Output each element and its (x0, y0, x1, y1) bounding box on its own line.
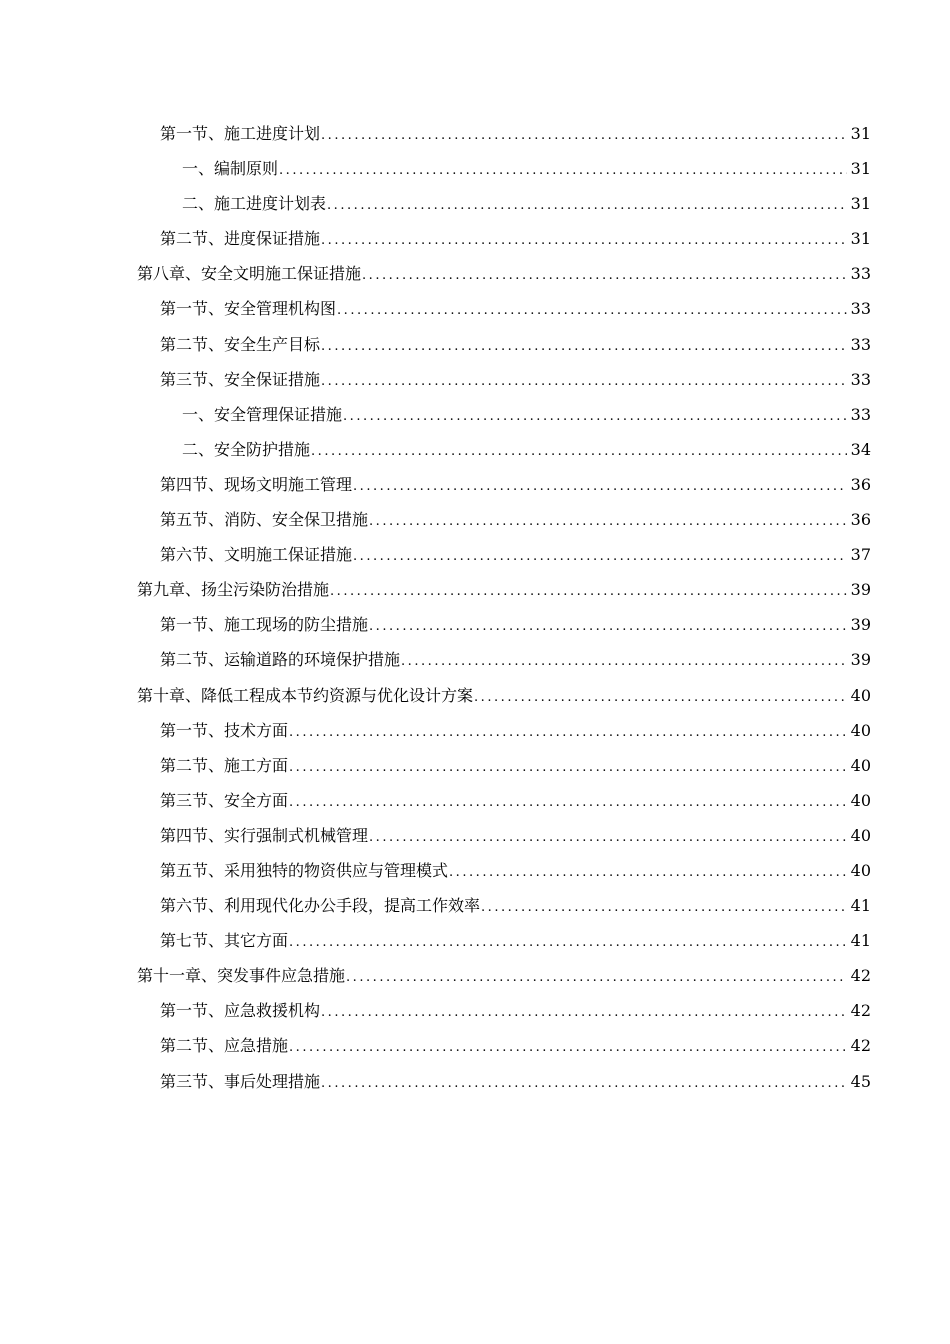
toc-page-number: 40 (850, 755, 871, 775)
toc-entry-line (160, 818, 871, 853)
toc-entry[interactable] (0, 888, 950, 923)
toc-entry-title: 第二节、应急措施 (160, 1036, 289, 1056)
toc-entry[interactable] (0, 291, 950, 326)
toc-dot-leader (320, 223, 847, 258)
toc-entry[interactable] (0, 502, 950, 537)
toc-entry[interactable] (0, 993, 950, 1028)
toc-page-number: 33 (850, 404, 871, 424)
toc-entry[interactable] (0, 818, 950, 853)
toc-page-number: 40 (850, 720, 871, 740)
toc-entry[interactable] (0, 958, 950, 993)
toc-page-number: 40 (850, 685, 871, 705)
toc-entry[interactable] (0, 256, 950, 291)
toc-entry-title: 第二节、施工方面 (160, 755, 289, 775)
toc-entry-title: 第十一章、突发事件应急措施 (137, 966, 346, 986)
toc-dot-leader (288, 715, 847, 750)
toc-entry-title: 一、编制原则 (182, 159, 279, 179)
toc-entry[interactable] (0, 1028, 950, 1063)
toc-page-number: 33 (850, 334, 871, 354)
toc-entry-title: 第五节、消防、安全保卫措施 (160, 510, 369, 530)
toc-page-number: 40 (850, 860, 871, 880)
toc-entry-line (160, 607, 871, 642)
toc-dot-leader (320, 995, 847, 1030)
toc-dot-leader (473, 680, 847, 715)
toc-page-number: 42 (850, 966, 871, 986)
toc-entry-line (160, 713, 871, 748)
toc-entry[interactable] (0, 362, 950, 397)
toc-entry-title: 第九章、扬尘污染防治措施 (137, 580, 330, 600)
toc-entry[interactable] (0, 783, 950, 818)
toc-page-number: 33 (850, 369, 871, 389)
toc-page-number: 40 (850, 825, 871, 845)
toc-entry-line (182, 151, 871, 186)
toc-entry[interactable] (0, 186, 950, 221)
toc-entry-line (182, 186, 871, 221)
toc-entry-line (182, 397, 871, 432)
toc-page-number: 31 (850, 194, 871, 214)
toc-entry[interactable] (0, 748, 950, 783)
toc-entry[interactable] (0, 853, 950, 888)
toc-entry[interactable] (0, 151, 950, 186)
toc-entry[interactable] (0, 572, 950, 607)
toc-entry-title: 第一节、技术方面 (160, 720, 289, 740)
toc-dot-leader (345, 960, 847, 995)
toc-entry-title: 第五节、采用独特的物资供应与管理模式 (160, 860, 449, 880)
toc-entry-title: 第十章、降低工程成本节约资源与优化设计方案 (137, 685, 474, 705)
toc-page-number: 39 (850, 580, 871, 600)
toc-page-number: 36 (850, 510, 871, 530)
toc-dot-leader (288, 785, 847, 820)
toc-dot-leader (448, 855, 847, 890)
toc-page-number: 40 (850, 790, 871, 810)
toc-entry-title: 第六节、利用现代化办公手段，提高工作效率 (160, 896, 481, 916)
toc-dot-leader (368, 820, 847, 855)
toc-dot-leader (288, 750, 847, 785)
toc-entry-title: 第二节、安全生产目标 (160, 334, 321, 354)
toc-page-number: 31 (850, 229, 871, 249)
toc-dot-leader (278, 153, 847, 188)
toc-page-number: 34 (850, 439, 871, 459)
toc-entry-line (160, 1064, 871, 1099)
toc-entry[interactable] (0, 678, 950, 713)
toc-entry-title: 二、施工进度计划表 (182, 194, 327, 214)
toc-entry-title: 第一节、应急救援机构 (160, 1001, 321, 1021)
toc-entry-line (160, 291, 871, 326)
toc-entry-line (160, 923, 871, 958)
toc-dot-leader (288, 1030, 847, 1065)
toc-entry-line (160, 537, 871, 572)
toc-entry-title: 第三节、事后处理措施 (160, 1071, 321, 1091)
toc-entry-line (137, 572, 871, 607)
toc-page-number: 42 (850, 1036, 871, 1056)
toc-dot-leader (352, 539, 847, 574)
toc-entry-title: 第七节、其它方面 (160, 931, 289, 951)
toc-entry-title: 第一节、施工进度计划 (160, 124, 321, 143)
toc-entry-title: 第二节、运输道路的环境保护措施 (160, 650, 401, 670)
toc-entry-line (160, 502, 871, 537)
toc-dot-leader (320, 1066, 847, 1101)
toc-dot-leader (480, 890, 847, 925)
toc-dot-leader (361, 258, 847, 293)
toc-entry[interactable] (0, 537, 950, 572)
toc-entry-line (160, 467, 871, 502)
toc-entry[interactable] (0, 432, 950, 467)
toc-entry[interactable] (0, 1064, 950, 1099)
toc-page-number: 39 (850, 615, 871, 635)
toc-dot-leader (368, 609, 847, 644)
toc-entry-title: 第八章、安全文明施工保证措施 (137, 264, 362, 284)
toc-entry-line (182, 432, 871, 467)
toc-entry-title: 第四节、实行强制式机械管理 (160, 825, 369, 845)
toc-entry-title: 第三节、安全保证措施 (160, 369, 321, 389)
toc-page-number: 33 (850, 299, 871, 319)
toc-entry-title: 第二节、进度保证措施 (160, 229, 321, 249)
toc-dot-leader (326, 188, 847, 223)
toc-entry[interactable] (0, 607, 950, 642)
toc-entry-line (160, 642, 871, 677)
toc-dot-leader (329, 574, 847, 609)
toc-entry[interactable] (0, 221, 950, 256)
toc-entry-line (137, 678, 871, 713)
toc-dot-leader (288, 925, 847, 960)
toc-entry-title: 一、安全管理保证措施 (182, 404, 343, 424)
toc-page-number: 31 (850, 159, 871, 179)
toc-entry[interactable] (0, 327, 950, 362)
toc-dot-leader (320, 118, 847, 153)
toc-entry-line (137, 256, 871, 291)
toc-page-number: 41 (850, 931, 871, 951)
toc-entry-line (137, 958, 871, 993)
toc-entry-title: 第四节、现场文明施工管理 (160, 474, 353, 494)
toc-dot-leader (400, 644, 847, 679)
toc-entry-line (160, 888, 871, 923)
toc-dot-leader (320, 329, 847, 364)
toc-entry-title: 二、安全防护措施 (182, 439, 311, 459)
toc-entry-line (160, 116, 871, 151)
toc-page-number: 41 (850, 896, 871, 916)
toc-entry-line (160, 1028, 871, 1063)
toc-entry-title: 第一节、安全管理机构图 (160, 299, 337, 319)
toc-page-number: 33 (850, 264, 871, 284)
toc-dot-leader (342, 399, 847, 434)
table-of-contents (0, 116, 950, 1099)
toc-dot-leader (310, 434, 847, 469)
toc-entry-line (160, 993, 871, 1028)
toc-entry-line (160, 327, 871, 362)
toc-entry[interactable] (0, 116, 950, 151)
toc-page-number: 37 (850, 545, 871, 565)
toc-dot-leader (368, 504, 847, 539)
toc-entry-line (160, 362, 871, 397)
toc-entry-title: 第一节、施工现场的防尘措施 (160, 615, 369, 635)
toc-entry[interactable] (0, 467, 950, 502)
toc-entry[interactable] (0, 713, 950, 748)
toc-entry-title: 第三节、安全方面 (160, 790, 289, 810)
toc-page-number: 45 (850, 1071, 871, 1091)
toc-dot-leader (336, 293, 847, 328)
toc-page-number: 31 (850, 124, 871, 143)
toc-entry-title: 第六节、文明施工保证措施 (160, 545, 353, 565)
toc-entry[interactable] (0, 923, 950, 958)
toc-entry-line (160, 853, 871, 888)
toc-entry-line (160, 221, 871, 256)
toc-entry-line (160, 783, 871, 818)
toc-entry[interactable] (0, 397, 950, 432)
toc-entry-line (160, 748, 871, 783)
toc-dot-leader (352, 469, 847, 504)
toc-page-number: 39 (850, 650, 871, 670)
toc-dot-leader (320, 364, 847, 399)
toc-page-number: 36 (850, 474, 871, 494)
toc-entry[interactable] (0, 642, 950, 677)
toc-page-number: 42 (850, 1001, 871, 1021)
